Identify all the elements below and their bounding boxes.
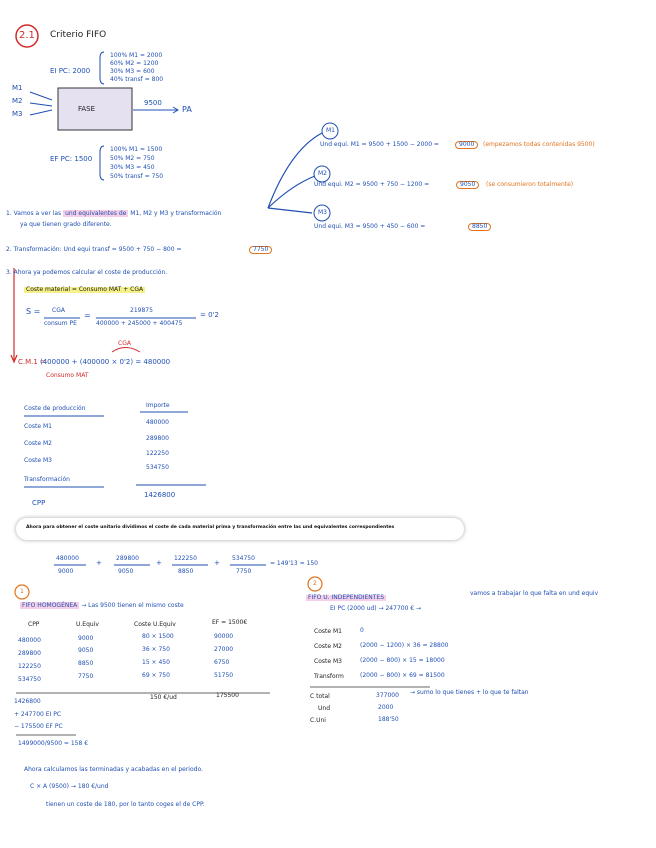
s1-ueq: 8850 xyxy=(78,660,94,667)
cm-expr: (400000 + (400000 × 0'2) = 480000 xyxy=(40,358,171,366)
frac-den: 9000 xyxy=(58,568,74,575)
branch-tag-m1: M1 xyxy=(326,127,335,134)
frac-num: 534750 xyxy=(232,555,255,562)
s2-row-value: (2000 − 800) × 15 = 18000 xyxy=(360,657,445,664)
s1-ef: 6750 xyxy=(214,659,230,666)
s-den: consum PE xyxy=(44,320,77,327)
s1-header: Coste U.Equiv xyxy=(134,621,176,628)
ei-line: 30% M3 = 600 xyxy=(110,68,155,75)
fase-box-label: FASE xyxy=(78,105,96,113)
section1-heading xyxy=(20,603,184,609)
ei-line: 60% M2 = 1200 xyxy=(110,60,159,67)
frac-num: 289800 xyxy=(116,555,139,562)
footer-line3: tienen un coste de 180, por lo tanto coges el de CPP. xyxy=(46,801,205,808)
input-m2: M2 xyxy=(12,97,23,105)
s-lhs: S = xyxy=(26,307,41,316)
note-box xyxy=(16,518,464,540)
section2-title: FIFO U. INDEPENDIENTES xyxy=(308,594,385,601)
s2-row-label: Coste M2 xyxy=(314,643,342,650)
cost-row-label: Coste M2 xyxy=(24,440,52,447)
step2-result: 7750 xyxy=(249,246,272,254)
cost-table-header-label: Coste de producción xyxy=(24,405,86,412)
s-eq: = xyxy=(84,311,91,320)
section1-title: FIFO HOMOGÉNEA xyxy=(22,602,78,609)
cost-row-value: 534750 xyxy=(146,464,169,471)
section1-badge: 1 xyxy=(20,588,24,595)
cost-row-value: 480000 xyxy=(146,419,169,426)
ef-line: 30% M3 = 450 xyxy=(110,164,155,171)
step1-a: 1. Vamos a ver las xyxy=(6,210,62,217)
frac-num: 480000 xyxy=(56,555,79,562)
branch-eq-m1: Und equi. M1 = 9500 + 1500 − 2000 = xyxy=(320,141,439,148)
s1-final: 1499000/9500 = 158 € xyxy=(18,740,89,747)
s1-total-cu: 150 €/ud xyxy=(150,694,177,701)
s2-total-label: C total xyxy=(310,693,330,700)
step1-text xyxy=(6,211,221,217)
footer-line1: Ahora calculamos las terminadas y acabadas en el periodo. xyxy=(24,766,203,773)
ei-label: EI PC: 2000 xyxy=(50,67,91,75)
frac-den: 8850 xyxy=(178,568,194,575)
plus-sign: + xyxy=(96,559,102,567)
cost-row-label: Transformación xyxy=(24,476,70,483)
input-m3: M3 xyxy=(12,110,23,118)
cost-row-label: Coste M1 xyxy=(24,423,52,430)
section2-ei: EI PC (2000 ud) → 247700 € → xyxy=(330,605,422,612)
s1-header: EF = 1500€ xyxy=(212,619,248,626)
s1-ueq: 9050 xyxy=(78,647,94,654)
s-num2: 219875 xyxy=(130,307,153,314)
s2-total-value: 2000 xyxy=(378,704,394,711)
ef-label: EF PC: 1500 xyxy=(50,155,93,163)
ef-line: 100% M1 = 1500 xyxy=(110,146,163,153)
output-label: PA xyxy=(182,105,192,114)
s1-ef: 51750 xyxy=(214,672,234,679)
cost-row-value: 122250 xyxy=(146,450,169,457)
section1-subtitle: → Las 9500 tienen el mismo coste xyxy=(81,602,184,609)
cm-label: C.M.1 = xyxy=(18,358,46,366)
s2-total-value: 188'50 xyxy=(378,716,399,723)
unit-result: = 149'13 ≈ 150 xyxy=(270,560,318,567)
s1-cu: 80 × 1500 xyxy=(142,633,174,640)
s1-cu: 15 × 450 xyxy=(142,659,170,666)
step1-b: M1, M2 y M3 y transformación xyxy=(130,210,222,217)
branch-result-m3: 8850 xyxy=(468,223,491,231)
section-number: 2.1 xyxy=(19,30,35,41)
ei-line: 40% transf = 800 xyxy=(110,76,164,83)
s1-ueq: 7750 xyxy=(78,673,94,680)
s1-sum-line: 1426800 xyxy=(14,698,41,705)
s-num: CGA xyxy=(52,307,65,314)
s1-cpp: 122250 xyxy=(18,663,41,670)
branch-eq-m3: Und equi. M3 = 9500 + 450 − 600 = xyxy=(314,223,426,230)
s2-row-value: (2000 − 1200) × 36 = 28800 xyxy=(360,642,449,649)
ef-line: 50% transf = 750 xyxy=(110,173,164,180)
plus-sign: + xyxy=(156,559,162,567)
cpp-value: 1426800 xyxy=(144,491,176,499)
s1-cu: 36 × 750 xyxy=(142,646,170,653)
branch-note-m1: (empezamos todas contenidas 9500) xyxy=(483,141,595,148)
s2-row-label: Coste M3 xyxy=(314,658,342,665)
section2-intro: vamos a trabajar lo que falta en und equiv xyxy=(470,590,599,597)
section2-badge: 2 xyxy=(313,580,317,587)
branch-eq-m2: Und equi. M2 = 9500 + 750 − 1200 = xyxy=(314,181,430,188)
ei-line: 100% M1 = 2000 xyxy=(110,52,163,59)
footer-line2: C × A (9500) → 180 €/und xyxy=(30,783,109,790)
branch-result-m2: 9050 xyxy=(456,181,479,189)
s2-row-label: Transform xyxy=(314,673,344,680)
s1-header: CPP xyxy=(28,621,40,628)
s1-cpp: 480000 xyxy=(18,637,41,644)
s1-sum-line: − 175500 EF PC xyxy=(14,723,63,730)
input-m1: M1 xyxy=(12,84,23,92)
cost-row-label: Coste M3 xyxy=(24,457,52,464)
s1-cpp: 534750 xyxy=(18,676,41,683)
step3-text: 3. Ahora ya podemos calcular el coste de producción. xyxy=(6,269,168,276)
s1-cu: 69 × 750 xyxy=(142,672,170,679)
s2-row-value: (2000 − 800) × 69 = 81500 xyxy=(360,672,445,679)
s2-total-label: Und xyxy=(318,705,331,712)
step1-highlight: und equivalentes de xyxy=(65,210,127,217)
s2-row-value: 0 xyxy=(360,627,364,634)
branch-tag-m3: M3 xyxy=(318,209,327,216)
formula-highlight: Coste material = Consumo MAT + CGA xyxy=(26,286,144,293)
frac-den: 9050 xyxy=(118,568,134,575)
plus-sign: + xyxy=(214,559,220,567)
s1-ueq: 9000 xyxy=(78,635,94,642)
branch-tag-m2: M2 xyxy=(318,170,327,177)
s1-total-ef: 175500 xyxy=(216,692,239,699)
s1-ef: 27000 xyxy=(214,646,234,653)
consumo-label: Consumo MAT xyxy=(46,372,89,379)
cost-row-value: 289800 xyxy=(146,435,169,442)
s1-ef: 90000 xyxy=(214,633,234,640)
s1-header: U.Equiv xyxy=(76,621,99,628)
s1-sum-line: + 247700 EI PC xyxy=(14,711,62,718)
s1-cpp: 289800 xyxy=(18,650,41,657)
s-result: = 0'2 xyxy=(200,311,219,319)
s2-total-label: C.Uni xyxy=(310,717,326,724)
branch-note-m2: (se consumieron totalmente) xyxy=(486,181,574,188)
s2-total-note: → sumo lo que tienes + lo que te faltan xyxy=(410,689,529,696)
note-text: Ahora para obtener el coste unitario dividimos el coste de cada material prima y transformación entre las und equivalentes correspondientes xyxy=(26,525,395,530)
ef-line: 50% M2 = 750 xyxy=(110,155,155,162)
branch-result-m1: 9000 xyxy=(455,141,478,149)
frac-den: 7750 xyxy=(236,568,252,575)
s-den2: 400000 + 245000 + 400475 xyxy=(96,320,183,327)
cpp-label: CPP xyxy=(32,499,46,507)
step1-c: ya que tienen grado diferente. xyxy=(20,221,112,228)
output-qty: 9500 xyxy=(144,99,162,107)
cost-table-header-value: Importe xyxy=(146,402,170,409)
cga-label: CGA xyxy=(118,340,131,347)
page-title: Criterio FIFO xyxy=(50,30,107,40)
step2-text: 2. Transformación: Und equi transf = 9500 + 750 − 800 = xyxy=(6,246,182,253)
s2-row-label: Coste M1 xyxy=(314,628,342,635)
frac-num: 122250 xyxy=(174,555,197,562)
s2-total-value: 377000 xyxy=(376,692,399,699)
